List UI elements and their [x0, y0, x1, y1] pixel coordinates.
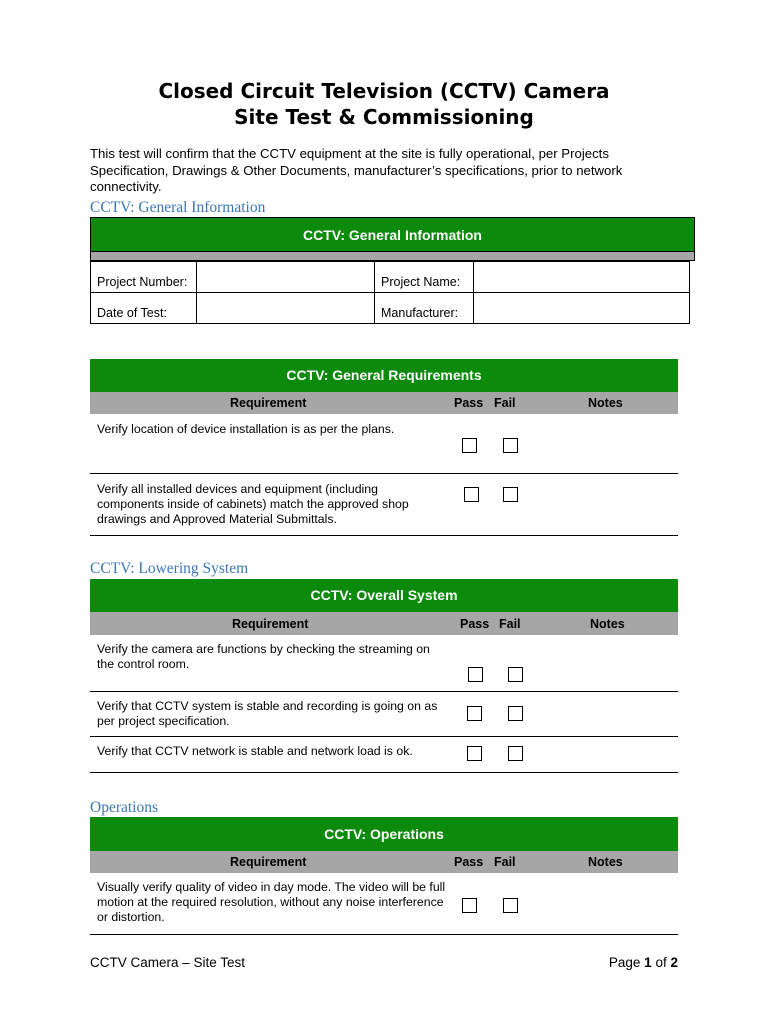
- page-of: of: [655, 955, 667, 970]
- table-row: [90, 474, 678, 536]
- pass-checkbox[interactable]: [467, 746, 482, 761]
- page-current: 1: [644, 955, 652, 970]
- fail-checkbox[interactable]: [503, 438, 518, 453]
- fail-checkbox[interactable]: [508, 667, 523, 682]
- fail-checkbox[interactable]: [508, 706, 523, 721]
- requirement-text: Verify that CCTV network is stable and network load is ok.: [97, 744, 413, 758]
- column-requirement: Requirement: [232, 616, 309, 631]
- column-notes: Notes: [588, 855, 623, 869]
- page-total: 2: [670, 955, 678, 970]
- general-info-bar: CCTV: General Information: [90, 217, 695, 252]
- table-row: [90, 414, 678, 474]
- project-name-field[interactable]: [474, 262, 690, 293]
- overall-system-column-header: [90, 612, 678, 635]
- manufacturer-field[interactable]: [474, 293, 690, 324]
- requirement-text: Verify location of device installation is as per the plans.: [97, 422, 395, 436]
- project-name-label: Project Name:: [375, 262, 474, 293]
- fail-checkbox[interactable]: [503, 487, 518, 502]
- table-row: [90, 737, 678, 773]
- project-number-label: Project Number:: [91, 262, 197, 293]
- requirement-text: Visually verify quality of video in day mode. The video will be full motion at the required resolution, without any noise interference or distortion.: [97, 880, 446, 924]
- lowering-system-heading: CCTV: Lowering System: [90, 560, 249, 577]
- pass-checkbox[interactable]: [464, 487, 479, 502]
- column-fail: Fail: [494, 855, 516, 869]
- requirement-text: Verify all installed devices and equipment (including components inside of cabinets) match the approved shop drawings and Approved Material Submittals.: [97, 482, 409, 526]
- requirement-text: Verify the camera are functions by checking the streaming on the control room.: [97, 642, 430, 671]
- table-row: [90, 692, 678, 737]
- column-notes: Notes: [590, 616, 625, 631]
- pass-checkbox[interactable]: [462, 438, 477, 453]
- overall-system-bar: CCTV: Overall System: [90, 579, 678, 612]
- column-notes: Notes: [588, 396, 623, 410]
- footer-page-number: [609, 955, 678, 970]
- general-requirements-column-header: [90, 392, 678, 414]
- date-of-test-label: Date of Test:: [91, 293, 197, 324]
- project-number-field[interactable]: [197, 262, 375, 293]
- column-requirement: Requirement: [230, 855, 307, 869]
- general-info-strip: [90, 252, 695, 261]
- general-info-table: [90, 261, 690, 324]
- operations-bar: CCTV: Operations: [90, 817, 678, 851]
- footer-document-name: CCTV Camera – Site Test: [90, 955, 246, 970]
- pass-checkbox[interactable]: [467, 706, 482, 721]
- general-requirements-bar: CCTV: General Requirements: [90, 359, 678, 392]
- page-word: Page: [608, 955, 641, 970]
- column-pass: Pass: [460, 616, 490, 631]
- table-row: [90, 873, 678, 935]
- operations-heading: Operations: [90, 799, 159, 816]
- document-subtitle: Site Test & Commissioning: [234, 105, 534, 129]
- column-fail: Fail: [499, 616, 521, 631]
- operations-column-header: [90, 851, 678, 873]
- table-row: [90, 635, 678, 692]
- column-pass: Pass: [454, 855, 484, 869]
- pass-checkbox[interactable]: [462, 898, 477, 913]
- fail-checkbox[interactable]: [503, 898, 518, 913]
- column-fail: Fail: [494, 396, 516, 410]
- date-of-test-field[interactable]: [197, 293, 375, 324]
- column-pass: Pass: [454, 396, 484, 410]
- general-info-heading: CCTV: General Information: [90, 199, 266, 216]
- requirement-text: Verify that CCTV system is stable and recording is going on as per project specification.: [97, 699, 438, 728]
- manufacturer-label: Manufacturer:: [375, 293, 474, 324]
- pass-checkbox[interactable]: [468, 667, 483, 682]
- document-title: Closed Circuit Television (CCTV) Camera: [158, 79, 610, 103]
- column-requirement: Requirement: [230, 396, 307, 410]
- fail-checkbox[interactable]: [508, 746, 523, 761]
- intro-paragraph: This test will confirm that the CCTV equipment at the site is fully operational, per Projects Specification, Drawings & Other Documents, manufacturer’s specifications, prior to network connectivity.: [90, 146, 623, 194]
